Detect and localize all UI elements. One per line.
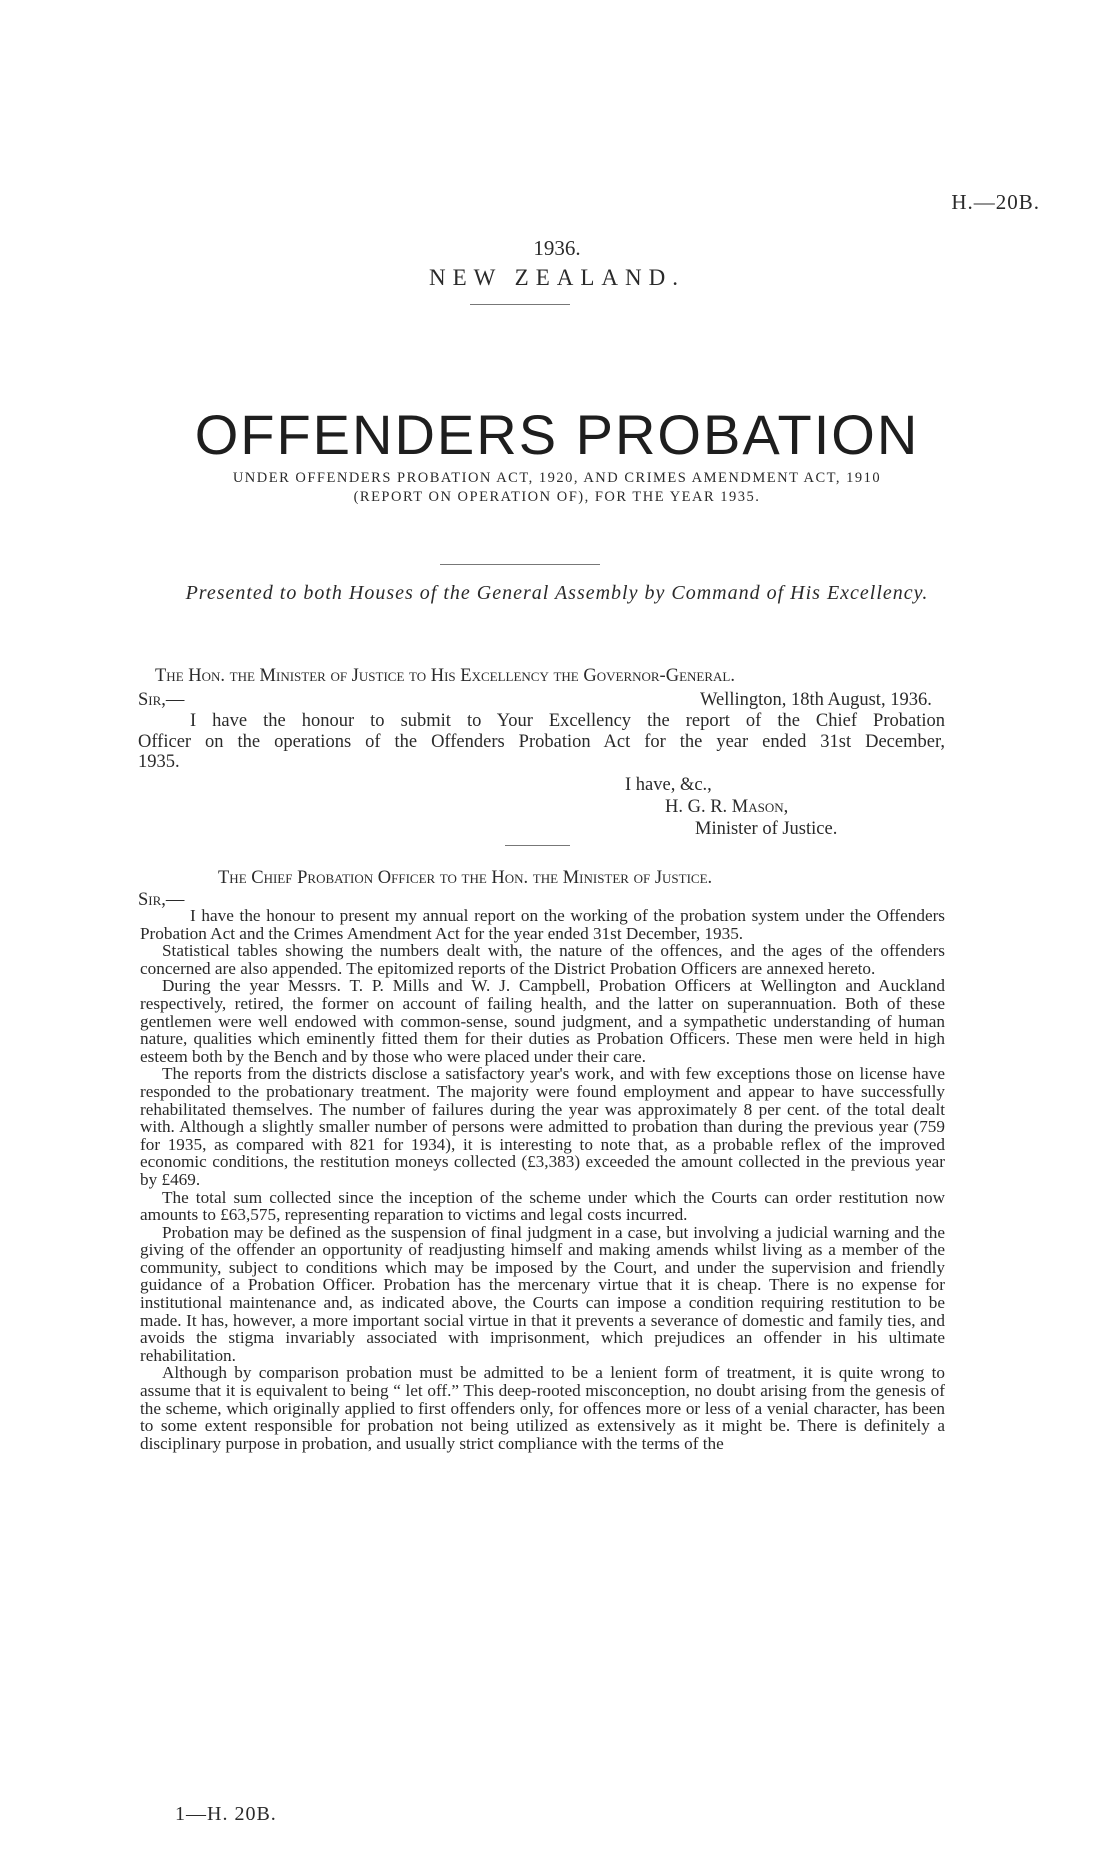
cover-letter-line-2: Officer on the operations of the Offenders Probation Act for the year ended 31st December,: [138, 732, 945, 752]
divider-rule: [440, 564, 600, 565]
report-paragraph: Probation may be defined as the suspension of final judgment in a case, but involving a judicial warning and the giving of the offender an opportunity of readjusting himself and making amends whilst living as a member of the community, subject to conditions which may be imposed by the Court, and under the supervision and friendly guidance of a Probation Officer. Probation has the mercenary virtue that it is cheap. There is no expense for institutional maintenance and, as indicated above, the Courts can impose a condition requiring restitution to be made. It has, however, a more important social virtue in that it prevents a severance of domestic and family ties, and avoids the stigma invariably associated with imprisonment, which prejudices an offender in his ultimate rehabilitation.: [140, 1222, 945, 1365]
document-title: OFFENDERS PROBATION: [194, 403, 920, 466]
cover-letter-heading: The Hon. the Minister of Justice to His Excellency the Governor-General.: [155, 666, 735, 686]
subtitle-line-2: (REPORT ON OPERATION OF), FOR THE YEAR 1935.: [353, 489, 761, 505]
report-salutation: Sir,—: [138, 890, 185, 910]
presented-statement: Presented to both Houses of the General Assembly by Command of His Excellency.: [185, 582, 929, 604]
cover-letter-closing: I have, &c.,: [625, 775, 712, 795]
signature-name: H. G. R. Mason,: [665, 797, 789, 817]
divider-rule: [470, 304, 570, 305]
publication-year: 1936.: [533, 236, 581, 260]
report-paragraph: The total sum collected since the inception of the scheme under which the Courts can order restitution now amounts to £63,575, representing reparation to victims and legal costs incurred.: [140, 1187, 945, 1225]
cover-letter-date: Wellington, 18th August, 1936.: [700, 690, 932, 710]
report-paragraph: Statistical tables showing the numbers dealt with, the nature of the offences, and the ages of the offenders concerned are also appended. The epitomized reports of the District Probation Officers are annexed hereto.: [140, 941, 945, 978]
sheet-reference: 1—H. 20B.: [175, 1803, 277, 1825]
report-heading: The Chief Probation Officer to the Hon. the Minister of Justice.: [218, 868, 713, 888]
cover-letter-line-3: 1935.: [138, 752, 180, 772]
page-reference: H.—20B.: [951, 190, 1040, 214]
divider-rule: [505, 845, 570, 846]
report-paragraph: I have the honour to present my annual report on the working of the probation system under the Offenders Probation Act and the Crimes Amendment Act for the year ended 31st December, 1935.: [140, 906, 945, 943]
report-paragraph: During the year Messrs. T. P. Mills and W. J. Campbell, Probation Officers at Wellington and Auckland respectively, retired, the former on account of failing health, and the latter on superannuation. Both of these gentlemen were well endowed with common-sense, sound judgment, and a sympathetic understanding of human nature, qualities which eminently fitted them for their duties as Probation Officers. These men were held in high esteem both by the Bench and by those who were placed under their care.: [140, 976, 945, 1066]
country-heading: NEW ZEALAND.: [428, 265, 686, 290]
report-paragraph: The reports from the districts disclose a satisfactory year's work, and with few exceptions those on license have responded to the probationary treatment. The majority were found employment and appear to have successfully rehabilitated themselves. The number of failures during the year was approximately 8 per cent. of the total dealt with. Although a slightly smaller number of persons were admitted to probation than during the previous year (759 for 1935, as compared with 821 for 1934), it is interesting to note that, as a probable reflex of the improved economic conditions, the restitution moneys collected (£3,383) exceeded the amount collected in the previous year by £469.: [140, 1064, 945, 1189]
subtitle-line-1: UNDER OFFENDERS PROBATION ACT, 1920, AND CRIMES AMENDMENT ACT, 1910: [232, 470, 882, 486]
cover-letter-line-1: I have the honour to submit to Your Excellency the report of the Chief Probation: [190, 711, 945, 731]
report-body: [140, 907, 945, 1452]
report-paragraph: Although by comparison probation must be admitted to be a lenient form of treatment, it is quite wrong to assume that it is equivalent to being “ let off.” This deep-rooted misconception, no doubt arising from the genesis of the scheme, which originally applied to first offenders only, for offences more or less of a venial character, has been to some extent responsible for probation not being utilized as extensively as it might be. There is definitely a disciplinary purpose in probation, and usually strict compliance with the terms of the: [140, 1363, 945, 1453]
signature-title: Minister of Justice.: [695, 819, 838, 839]
cover-letter-salutation: Sir,—: [138, 690, 185, 710]
